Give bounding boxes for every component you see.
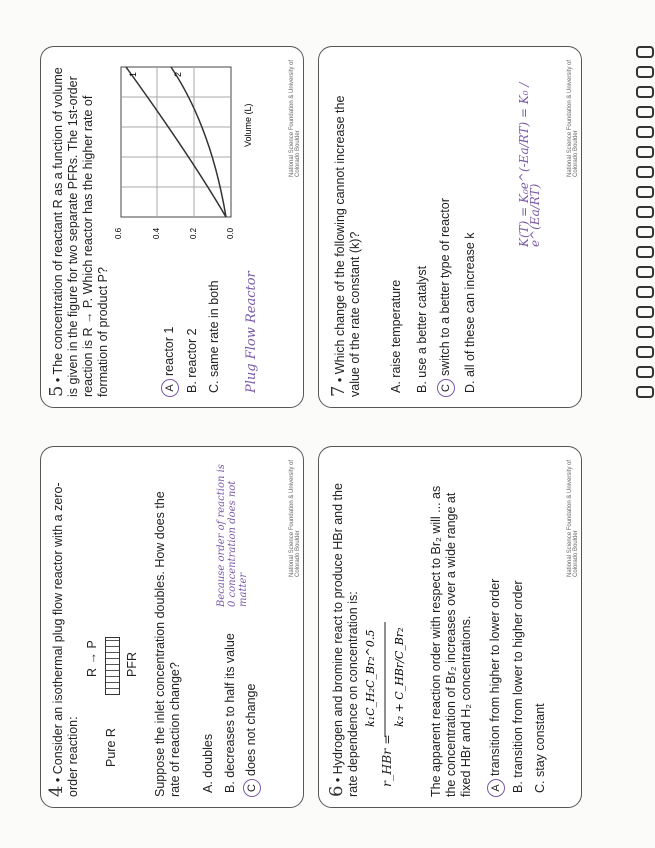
q4-feed: Pure R [104, 728, 118, 767]
spiral-binding [634, 0, 654, 848]
q7-handwritten-formula: K(T) = K₀e^(-Ea/RT) = K₀ / e^(Ea/RT) [517, 82, 542, 247]
q7-option-b[interactable]: B. use a better catalyst [415, 265, 429, 393]
y-tick-0: 0.6 [114, 227, 123, 239]
q4-footer: National Science Foundation & University of Colorado Boulder [289, 459, 301, 577]
q7-option-d[interactable]: D. all of these can increase k [463, 232, 477, 393]
q6-prompt: 6 • Hydrogen and bromine react to produce HBr and the rate dependence on concentration is: [326, 483, 360, 797]
q5-handwritten-note: Plug Flow Reactor [244, 271, 259, 393]
q5-option-b[interactable]: B. reactor 2 [185, 328, 199, 393]
q6-option-c[interactable]: C. stay constant [533, 703, 547, 793]
reactor-1-line [126, 67, 226, 217]
q4-number: 4 [46, 785, 67, 797]
question-7-panel [318, 46, 582, 408]
q5-prompt: 5 • The concentration of reactant R as a function of volume is given in the figure for two separate PFRs. The 1st-order reaction is R → P. Which reactor has the higher rate of formation of product P? [46, 67, 110, 397]
q7-option-a[interactable]: A. raise temperature [389, 279, 403, 393]
q6-rate-label: r_HBr = [379, 734, 394, 787]
q4-option-b[interactable]: B. decreases to half its value [223, 633, 237, 793]
q4-prompt: 4 • Consider an isothermal plug flow reactor with a zero-order reaction: [46, 482, 80, 797]
q5-footer: National Science Foundation & University of Colorado Boulder [289, 59, 301, 177]
question-6-panel [318, 446, 582, 808]
y-tick-1: 0.4 [152, 227, 161, 239]
y-tick-2: 0.2 [189, 227, 198, 239]
q4-handwritten-note: Because order of reaction is 0 concentration does not matter [216, 464, 249, 607]
chart-frame [121, 67, 231, 217]
q5-option-c[interactable]: C. same rate in both [207, 280, 221, 393]
question-5-panel [40, 46, 304, 408]
q6-footer: National Science Foundation & University of Colorado Boulder [567, 459, 579, 577]
q6-text: The apparent reaction order with respect to Br₂ will ... as the concentration of Br₂ increases over a wide range at fixed HBr and H₂ concentrations. [429, 485, 473, 797]
q4-option-a[interactable]: A. doubles [201, 733, 215, 793]
answer-circle: C [243, 779, 261, 797]
q4-question: Suppose the inlet concentration doubles. How does the rate of reaction change? [153, 491, 182, 797]
q7-footer: National Science Foundation & University of Colorado Boulder [567, 59, 579, 177]
question-4-panel [40, 446, 304, 808]
q4-reactor-label: PFR [125, 652, 139, 677]
y-tick-3: 0.0 [226, 227, 235, 239]
line-1-label: 1 [128, 71, 138, 77]
svg-text:k₂ + C_HBr/C_Br₂: k₂ + C_HBr/C_Br₂ [393, 627, 406, 727]
q4-option-c[interactable]: Cdoes not change [243, 684, 261, 797]
q4-reaction: R → P [85, 640, 99, 677]
line-2-label: 2 [173, 71, 183, 77]
svg-text:k₁C_H₂C_Br₂^0.5: k₁C_H₂C_Br₂^0.5 [364, 629, 377, 727]
x-axis-label: Volume (L) [243, 103, 253, 147]
q5-option-a[interactable]: Areactor 1 [161, 327, 179, 397]
q6-option-a[interactable]: Atransition from higher to lower order [487, 579, 505, 797]
q6-option-b[interactable]: B. transition from lower to higher order [511, 580, 525, 793]
pfr-diagram [105, 637, 120, 695]
q7-option-c[interactable]: Cswitch to a better type of reactor [437, 198, 455, 397]
q7-prompt: 7 • Which change of the following cannot increase the value of the rate constant (k)? [328, 95, 362, 397]
